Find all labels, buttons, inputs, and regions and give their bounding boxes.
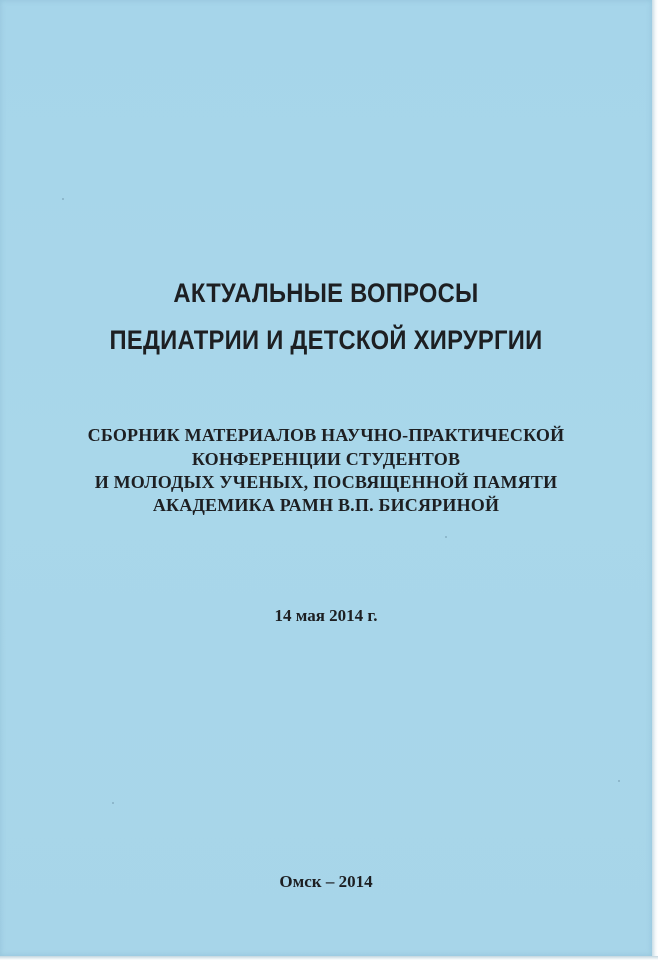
paper-speck <box>618 780 620 782</box>
cover-title-line-1: АКТУАЛЬНЫЕ ВОПРОСЫ <box>173 278 479 308</box>
conference-date: 14 мая 2014 г. <box>274 606 378 625</box>
cover-subtitle-line-1: СБОРНИК МАТЕРИАЛОВ НАУЧНО-ПРАКТИЧЕСКОЙ <box>87 425 565 445</box>
cover-edge-bottom <box>0 956 658 960</box>
paper-speck <box>112 802 114 804</box>
cover-subtitle-line-2: КОНФЕРЕНЦИИ СТУДЕНТОВ <box>191 449 461 469</box>
cover-subtitle-line-3: И МОЛОДЫХ УЧЕНЫХ, ПОСВЯЩЕННОЙ ПАМЯТИ <box>94 472 558 492</box>
cover-subtitle-line-4: АКАДЕМИКА РАМН В.П. БИСЯРИНОЙ <box>152 495 500 515</box>
paper-speck <box>445 536 447 538</box>
publication-place-year: Омск – 2014 <box>279 872 373 891</box>
cover-edge-right <box>652 0 658 960</box>
paper-speck <box>62 198 64 200</box>
cover-title-line-2: ПЕДИАТРИИ И ДЕТСКОЙ ХИРУРГИИ <box>109 325 543 355</box>
